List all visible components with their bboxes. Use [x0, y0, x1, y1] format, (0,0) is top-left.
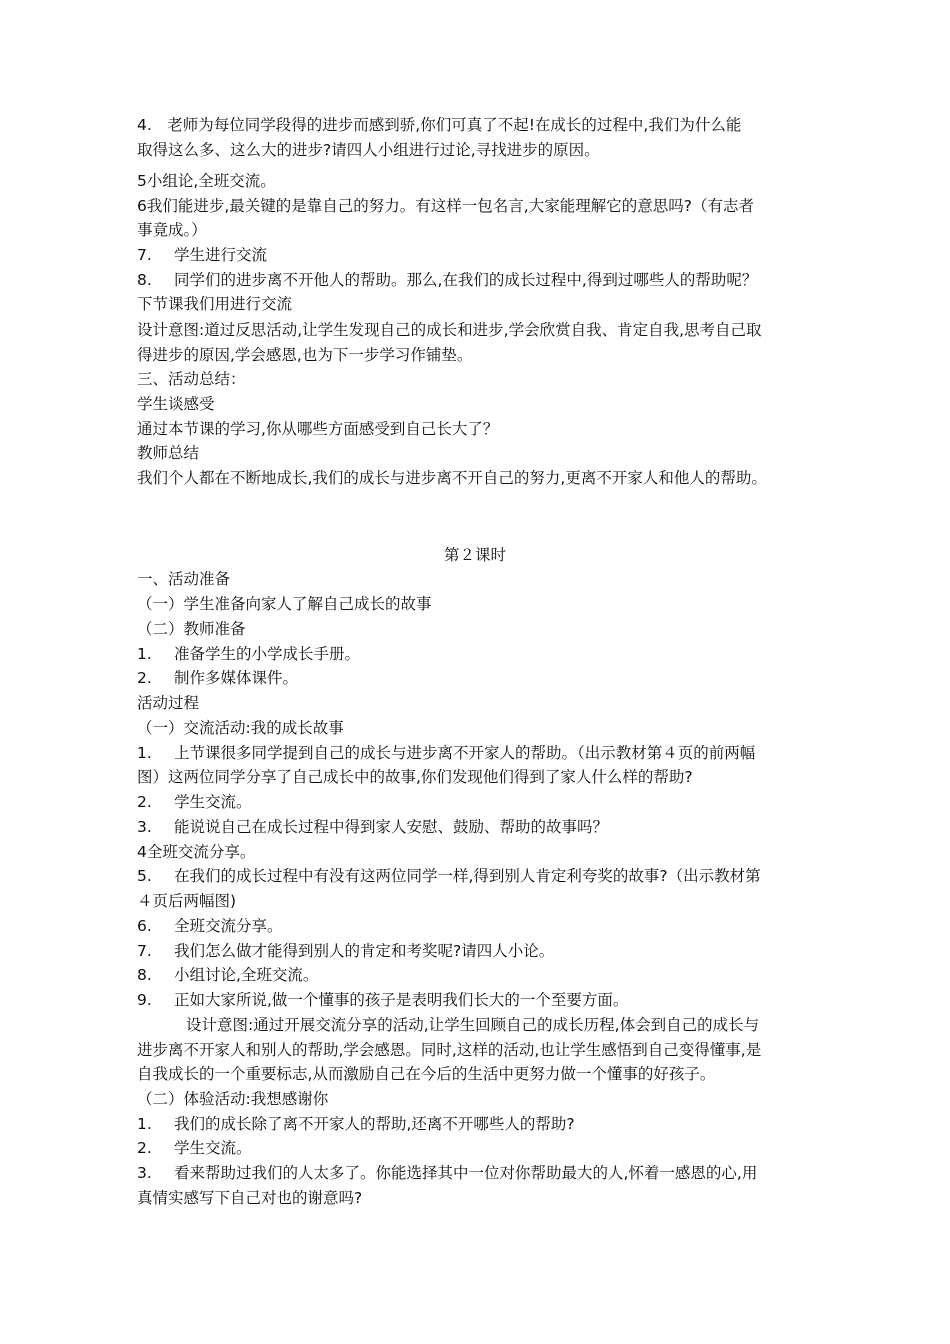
list-number: 7.: [137, 246, 152, 264]
section-heading-preparation: 一、活动准备: [137, 570, 231, 588]
preparation-student: （一）学生准备向家人了解自己成长的故事: [137, 595, 432, 613]
teacher-summary: 教师总结: [137, 444, 200, 462]
list-number: 8.: [137, 271, 152, 289]
list-item-a3: [137, 816, 608, 838]
list-item-text: 我们的成长除了离不开家人的帮助,还离不开哪些人的帮助?: [174, 1115, 575, 1133]
list-item-a9: [137, 989, 628, 1011]
paragraph-item-4-line2: 取得这么多、这么大的进步?请四人小组进行过论,寻找进步的原因。: [137, 141, 600, 159]
section-heading-process: 活动过程: [137, 694, 200, 712]
list-item-a6: [137, 915, 283, 937]
list-item-7: [137, 244, 267, 266]
reflection-question: 通过本节课的学习,你从哪些方面感受到自己长大了？: [137, 420, 499, 438]
list-item-text: 全班交流分享。: [174, 917, 283, 935]
list-number: 1.: [137, 1115, 152, 1133]
paragraph-item-6-line1: 6我们能进步,最关键的是靠自己的努力。有这样一包名言,大家能理解它的意思吗?（有志者: [137, 197, 754, 215]
list-item-text: 看来帮助过我们的人太多了。你能选择其中一位对你帮助最大的人,怀着一感恩的心,用: [174, 1164, 758, 1182]
list-item-t2: [137, 667, 298, 689]
list-item-a5-line2: ４页后两幅图): [137, 892, 237, 910]
list-item-t1: [137, 643, 360, 665]
list-item-text: 学生交流。: [174, 793, 252, 811]
conclusion-text: 我们个人都在不断地成长,我们的成长与进步离不开自己的努力,更离不开家人和他人的帮助。: [137, 469, 767, 487]
preparation-teacher: （二）教师准备: [137, 620, 246, 638]
list-number: 8.: [137, 966, 152, 984]
list-item-b2: [137, 1137, 252, 1159]
list-item-b3-line2: 真情实感写下自己对也的谢意吗?: [137, 1189, 363, 1207]
list-number: 1.: [137, 645, 152, 663]
list-number: 7.: [137, 942, 152, 960]
list-item-a7: [137, 940, 554, 962]
list-number: 2.: [137, 669, 152, 687]
design-intent-1-line2: 得进步的原因,学会感恩,也为下一步学习作铺垫。: [137, 346, 473, 364]
list-item-8-line2: 下节课我们用进行交流: [137, 295, 293, 313]
activity-2-heading: （二）体验活动:我想感谢你: [137, 1090, 329, 1108]
list-item-a4: 4全班交流分享。: [137, 843, 256, 861]
list-item-text: 上节课很多同学提到自己的成长与进步离不开家人的帮助。（出示教材第４页的前两幅: [174, 744, 756, 762]
design-intent-2-line3: 自我成长的一个重要标志,从而激励自己在今后的生活中更努力做一个懂事的好孩子。: [137, 1065, 716, 1083]
list-number: 5.: [137, 867, 152, 885]
paragraph-item-4-line1: 4. 老师为每位同学段得的进步而感到骄,你们可真了不起!在成长的过程中,我们为什么能: [137, 116, 742, 134]
list-item-text: 我们怎么做才能得到别人的肯定和考奖呢?请四人小论。: [174, 942, 555, 960]
list-item-text: 制作多媒体课件。: [174, 669, 299, 687]
list-number: 3.: [137, 818, 152, 836]
list-item-8: [137, 269, 757, 291]
list-number: 9.: [137, 991, 152, 1009]
paragraph-item-5: 5小组论,全班交流。: [137, 172, 276, 190]
list-number: 6.: [137, 917, 152, 935]
list-number: 3.: [137, 1164, 152, 1182]
design-intent-1-line1: 设计意图:道过反思活动,让学生发现自己的成长和进步,学会欣赏自我、肯定自我,思考自己取: [137, 321, 762, 339]
section-heading-summary: 三、活动总结：: [137, 370, 246, 388]
list-item-text: 准备学生的小学成长手册。: [174, 645, 361, 663]
activity-1-heading: （一）交流活动:我的成长故事: [137, 719, 344, 737]
list-item-text: 在我们的成长过程中有没有这两位同学一样,得到别人肯定利夸奖的故事?（出示教材第: [174, 867, 761, 885]
design-intent-2-line2: 进步离不开家人和别人的帮助,学会感恩。同时,这样的活动,也让学生感悟到自己变得懂事,是: [137, 1041, 762, 1059]
list-number: 1.: [137, 744, 152, 762]
list-item-text: 学生交流。: [174, 1139, 252, 1157]
list-item-text: 能说说自己在成长过程中得到家人安慰、鼓励、帮助的故事吗？: [174, 818, 609, 836]
list-item-a1-line2: 图）这两位同学分享了自己成长中的故事,你们发现他们得到了家人什么样的帮助?: [137, 768, 693, 786]
list-item-b1: [137, 1113, 575, 1135]
list-item-a2: [137, 791, 252, 813]
list-item-text: 学生进行交流: [174, 246, 268, 264]
list-item-b3: [137, 1162, 757, 1184]
list-item-a5: [137, 865, 761, 887]
design-intent-2-line1: 设计意图:通过开展交流分享的活动,让学生回顾自己的成长历程,体会到自己的成长与: [186, 1016, 760, 1034]
list-item-text: 同学们的进步离不开他人的帮助。那么,在我们的成长过程中,得到过哪些人的帮助呢？: [174, 271, 758, 289]
list-item-a8: [137, 964, 318, 986]
lesson-2-title: 第２课时: [443, 546, 506, 564]
list-number: 2.: [137, 1139, 152, 1157]
paragraph-item-6-line2: 事竟成。）: [137, 221, 207, 239]
list-item-text: 正如大家所说,做一个懂事的孩子是表明我们长大的一个至要方面。: [174, 991, 629, 1009]
student-feelings: 学生谈感受: [137, 395, 215, 413]
list-number: 2.: [137, 793, 152, 811]
list-item-text: 小组讨论,全班交流。: [174, 966, 319, 984]
list-item-a1: [137, 742, 755, 764]
